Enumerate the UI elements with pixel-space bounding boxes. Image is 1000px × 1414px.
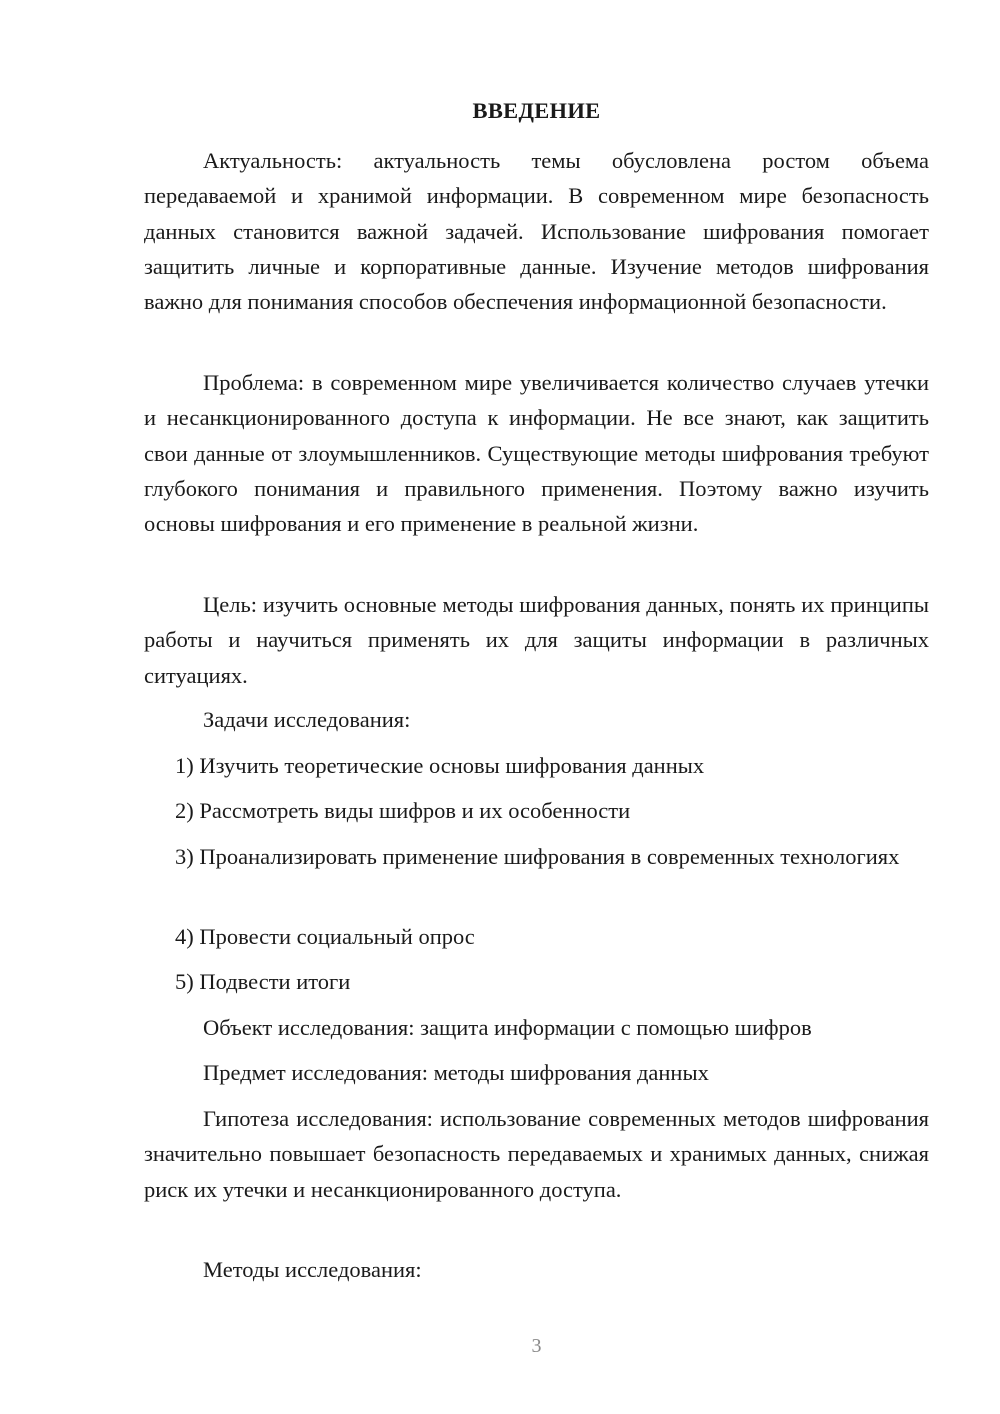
hypothesis-paragraph: Гипотеза исследования: использование современных методов шифрования значительно повышает безопасность передаваемых и хранимых данных, снижая риск их утечки и несанкционированного доступа. [144,1106,929,1202]
goal-paragraph: Цель: изучить основные методы шифрования данных, понять их принципы работы и научиться применять их для защиты информации в различных ситуациях. [144,592,929,688]
task-item-2: 2) Рассмотреть виды шифров и их особенности [175,798,631,823]
methods-title: Методы исследования: [203,1257,422,1282]
task-item-4: 4) Провести социальный опрос [175,924,475,949]
research-subject: Предмет исследования: методы шифрования данных [203,1060,709,1085]
tasks-title: Задачи исследования: [203,707,411,732]
research-object: Объект исследования: защита информации с помощью шифров [203,1015,812,1040]
task-item-1: 1) Изучить теоретические основы шифрования данных [175,753,705,778]
section-heading: ВВЕДЕНИЕ [472,98,601,123]
page-number: 3 [531,1335,542,1357]
problem-paragraph: Проблема: в современном мире увеличивается количество случаев утечки и несанкционированного доступа к информации. Не все знают, как защитить свои данные от злоумышленников. Существующие методы шифрования требуют глубокого понимания и правильного применения. Поэтому важно изучить основы шифрования и его применение в реальной жизни. [144,370,929,537]
task-item-5: 5) Подвести итоги [175,969,351,994]
relevance-paragraph: Актуальность: актуальность темы обусловлена ростом объема передаваемой и хранимой информации. В современном мире безопасность данных становится важной задачей. Использование шифрования помогает защитить личные и корпоративные данные. Изучение методов шифрования важно для понимания способов обеспечения информационной безопасности. [144,148,929,315]
task-item-3: 3) Проанализировать применение шифрования в современных технологиях [175,844,900,869]
